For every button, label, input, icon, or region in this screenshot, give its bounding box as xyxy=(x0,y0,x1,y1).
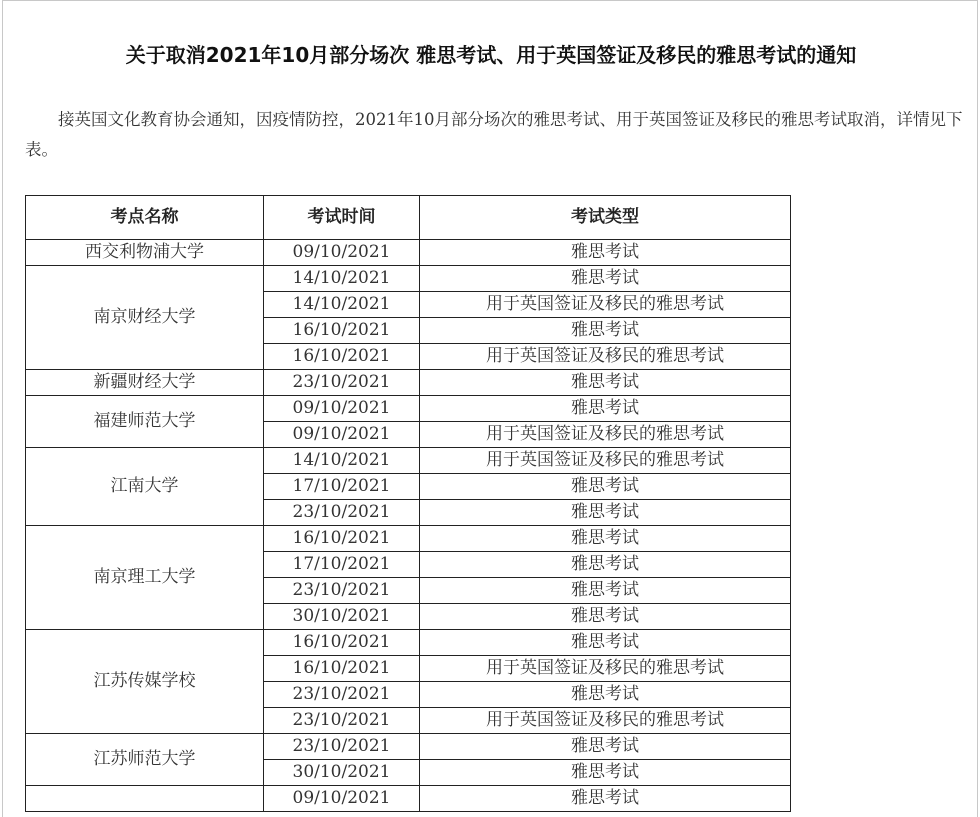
exam-type-cell: 用于英国签证及移民的雅思考试 xyxy=(420,422,791,448)
exam-type-cell: 雅思考试 xyxy=(420,682,791,708)
exam-type-cell: 雅思考试 xyxy=(420,266,791,292)
date-cell: 17/10/2021 xyxy=(264,552,420,578)
venue-cell: 西交利物浦大学 xyxy=(26,240,264,266)
venue-cell: 江苏师范大学 xyxy=(26,734,264,786)
table-row xyxy=(26,786,791,812)
date-cell: 09/10/2021 xyxy=(264,396,420,422)
venue-cell: 南京理工大学 xyxy=(26,526,264,630)
exam-type-cell: 雅思考试 xyxy=(420,760,791,786)
venue-cell: 福建师范大学 xyxy=(26,396,264,448)
exam-type-cell: 雅思考试 xyxy=(420,396,791,422)
date-cell: 16/10/2021 xyxy=(264,656,420,682)
venue-cell: 江南大学 xyxy=(26,448,264,526)
exam-type-cell: 雅思考试 xyxy=(420,734,791,760)
venue-cell: 江苏传媒学校 xyxy=(26,630,264,734)
date-cell: 09/10/2021 xyxy=(264,786,420,812)
header-date: 考试时间 xyxy=(264,196,420,240)
exam-type-cell: 用于英国签证及移民的雅思考试 xyxy=(420,448,791,474)
date-cell: 09/10/2021 xyxy=(264,240,420,266)
header-venue: 考点名称 xyxy=(26,196,264,240)
table-row xyxy=(26,448,791,474)
date-cell: 16/10/2021 xyxy=(264,344,420,370)
venue-cell: 南京财经大学 xyxy=(26,266,264,370)
date-cell: 09/10/2021 xyxy=(264,422,420,448)
table-row xyxy=(26,370,791,396)
exam-type-cell: 雅思考试 xyxy=(420,552,791,578)
date-cell: 14/10/2021 xyxy=(264,292,420,318)
exam-type-cell: 雅思考试 xyxy=(420,526,791,552)
table-row xyxy=(26,526,791,552)
exam-type-cell: 雅思考试 xyxy=(420,630,791,656)
exam-type-cell: 雅思考试 xyxy=(420,370,791,396)
exam-type-cell: 用于英国签证及移民的雅思考试 xyxy=(420,708,791,734)
venue-cell: 新疆财经大学 xyxy=(26,370,264,396)
date-cell: 23/10/2021 xyxy=(264,370,420,396)
exam-type-cell: 雅思考试 xyxy=(420,474,791,500)
date-cell: 14/10/2021 xyxy=(264,448,420,474)
exam-type-cell: 雅思考试 xyxy=(420,604,791,630)
date-cell: 23/10/2021 xyxy=(264,578,420,604)
date-cell: 16/10/2021 xyxy=(264,526,420,552)
notice-title: 关于取消2021年10月部分场次 雅思考试、用于英国签证及移民的雅思考试的通知 xyxy=(125,43,857,67)
date-cell: 23/10/2021 xyxy=(264,708,420,734)
date-cell: 17/10/2021 xyxy=(264,474,420,500)
date-cell: 23/10/2021 xyxy=(264,682,420,708)
exam-type-cell: 用于英国签证及移民的雅思考试 xyxy=(420,344,791,370)
exam-type-cell: 雅思考试 xyxy=(420,786,791,812)
document-page xyxy=(2,0,978,817)
exam-type-cell: 用于英国签证及移民的雅思考试 xyxy=(420,292,791,318)
table-row xyxy=(26,396,791,422)
exam-type-cell: 雅思考试 xyxy=(420,578,791,604)
date-cell: 16/10/2021 xyxy=(264,318,420,344)
table-row xyxy=(26,734,791,760)
table-row xyxy=(26,630,791,656)
date-cell: 14/10/2021 xyxy=(264,266,420,292)
intro-paragraph: 接英国文化教育协会通知，因疫情防控，2021年10月部分场次的雅思考试、用于英国签证及移民的雅思考试取消，详情见下表。 xyxy=(25,110,963,159)
table-row xyxy=(26,266,791,292)
exam-type-cell: 雅思考试 xyxy=(420,318,791,344)
date-cell: 23/10/2021 xyxy=(264,500,420,526)
date-cell: 16/10/2021 xyxy=(264,630,420,656)
cancellation-table xyxy=(25,195,791,812)
venue-cell xyxy=(26,786,264,812)
date-cell: 30/10/2021 xyxy=(264,604,420,630)
exam-type-cell: 雅思考试 xyxy=(420,500,791,526)
table-header-row xyxy=(26,196,791,240)
exam-type-cell: 用于英国签证及移民的雅思考试 xyxy=(420,656,791,682)
header-type: 考试类型 xyxy=(420,196,791,240)
table-row xyxy=(26,240,791,266)
date-cell: 23/10/2021 xyxy=(264,734,420,760)
exam-type-cell: 雅思考试 xyxy=(420,240,791,266)
date-cell: 30/10/2021 xyxy=(264,760,420,786)
